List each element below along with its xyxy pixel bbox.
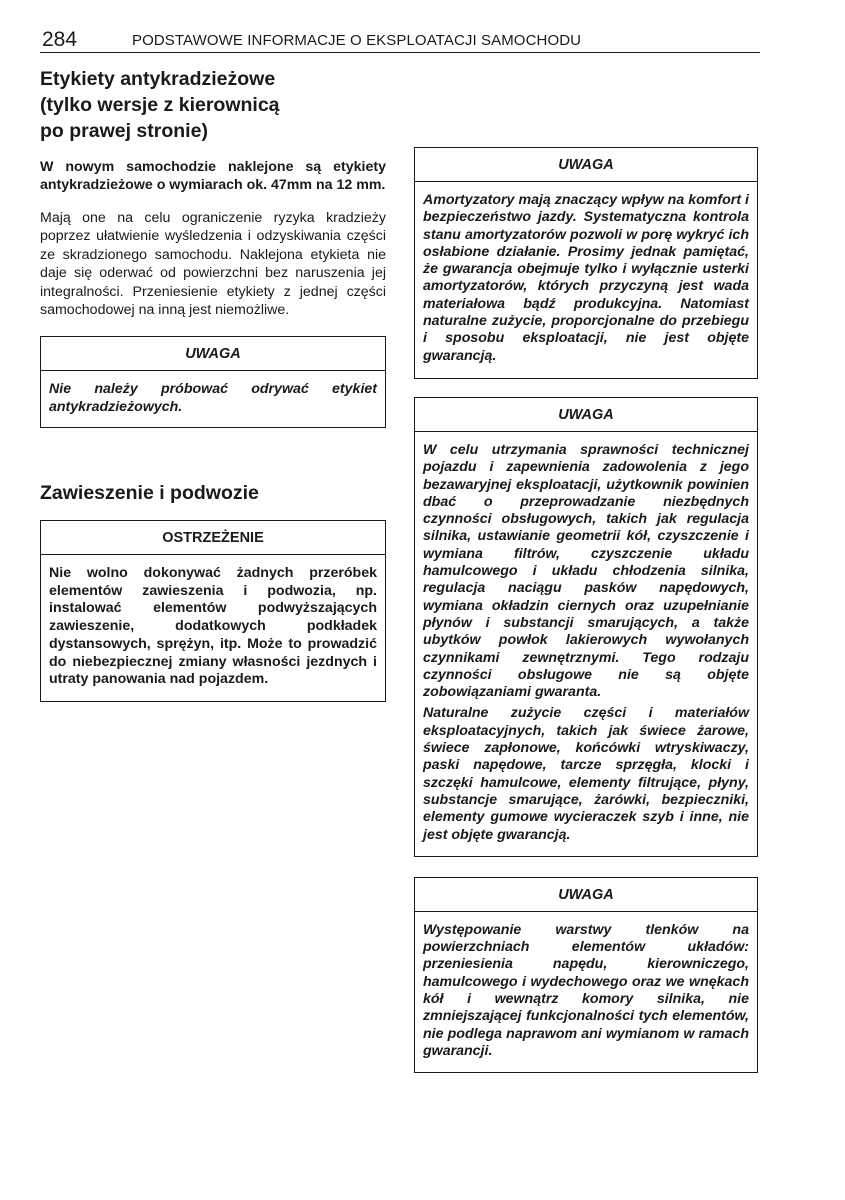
running-title: PODSTAWOWE INFORMACJE O EKSPLOATACJI SAMOCHODU	[132, 32, 582, 49]
note-heading: UWAGA	[415, 148, 757, 182]
warning-heading: OSTRZEŻENIE	[41, 521, 385, 555]
note-box-corrosion	[414, 877, 758, 1073]
page-number: 284	[42, 28, 78, 51]
intro-paragraph: W nowym samochodzie naklejone są etykiety antykradzieżowe o wymiarach ok. 47mm na 12 mm.	[40, 159, 386, 193]
note-box-labels	[40, 336, 386, 428]
note-text-wear-parts: Naturalne zużycie części i materiałów eksploatacyjnych, takich jak świece żarowe, świece zapłonowe, końcówki wtryskiwaczy, paski napędowe, tarcze sprzęgła, klocki i szczęki hamulcowe, elementy filtrujące, płyny, substancje smarujące, żarówki, bezpieczniki, elementy gumowe wycieraczek szyb i inne, nie jest objęte gwarancją.	[423, 705, 749, 843]
section-title-anti-theft-labels: Etykiety antykradzieżowe (tylko wersje z kierownicą po prawej stronie)	[40, 68, 280, 142]
warning-body	[41, 555, 385, 701]
note-heading: UWAGA	[41, 337, 385, 371]
left-column	[40, 66, 386, 702]
page-header	[40, 28, 760, 53]
note-body	[41, 371, 385, 427]
warning-text: Nie wolno dokonywać żadnych przeróbek elementów zawieszenia i podwozia, np. instalować elementów podwyższających zawieszenie, dodatkowych podkładek dystansowych, sprężyn, itp. Może to prowadzić do niebezpiecznej zmiany własności jezdnych i utraty panowania nad pojazdem.	[49, 565, 377, 688]
note-text: Występowanie warstwy tlenków na powierzchniach elementów układów: przeniesienia napędu, kierowniczego, hamulcowego i wydechowego oraz we wnękach kół i wewnątrz komory silnika, nie zmniejszającej funkcjonalności tych elementów, nie podlega naprawom ani wymianom w ramach gwarancji.	[423, 921, 749, 1059]
note-heading: UWAGA	[415, 398, 757, 432]
body-paragraph: Mają one na celu ograniczenie ryzyka kradzieży poprzez ułatwienie wyśledzenia i odzyskiwania części ze skradzionego samochodu. Naklejona etykieta nie daje się oderwać od powierzchni bez naruszenia jej integralności. Przeniesienie etykiety z jednej części samochodowej na inną jest niemożliwe.	[40, 210, 386, 319]
note-text: Nie należy próbować odrywać etykiet antykradzieżowych.	[49, 381, 377, 415]
right-column	[414, 147, 758, 1073]
section-title-suspension: Zawieszenie i podwozie	[40, 482, 259, 505]
note-body	[415, 912, 757, 1072]
note-text-maintenance: W celu utrzymania sprawności technicznej pojazdu i zapewnienia zadowolenia z jego bezawaryjnej eksploatacji, użytkownik powinien dbać o przeprowadzanie niezbędnych czynności obsługowych, takich jak regulacja silnika, ustawianie geometrii kół, czyszczenie i wymiana filtrów, czyszczenie układu hamulcowego i układu chłodzenia silnika, regulacja naciągu pasków napędowych, wymiana okładzin ciernych oraz uzupełnianie płynów i substancji smarujących, a także ubytków powłok lakierowych wywołanych czynnikami zewnętrznymi. Tego rodzaju czynności obsługowe nie są objęte zobowiązaniami gwaranta.	[423, 441, 749, 701]
note-box-maintenance	[414, 397, 758, 857]
note-text: Amortyzatory mają znaczący wpływ na komfort i bezpieczeństwo jazdy. Systematyczna kontrola stanu amortyzatorów pozwoli w porę wykryć ich osłabione działanie. Prosimy jednak pamiętać, że gwarancja obejmuje tylko i wyłącznie usterki amortyzatorów, których przyczyną jest wada materiałowa bądź produkcyjna. Natomiast naturalne zużycie, proporcjonalne do przebiegu i sposobu eksploatacji, nie jest objęte gwarancją.	[423, 192, 749, 364]
note-box-shock-absorbers	[414, 147, 758, 379]
note-body	[415, 432, 757, 856]
warning-box-suspension	[40, 520, 386, 702]
note-heading: UWAGA	[415, 878, 757, 912]
note-body	[415, 182, 757, 378]
